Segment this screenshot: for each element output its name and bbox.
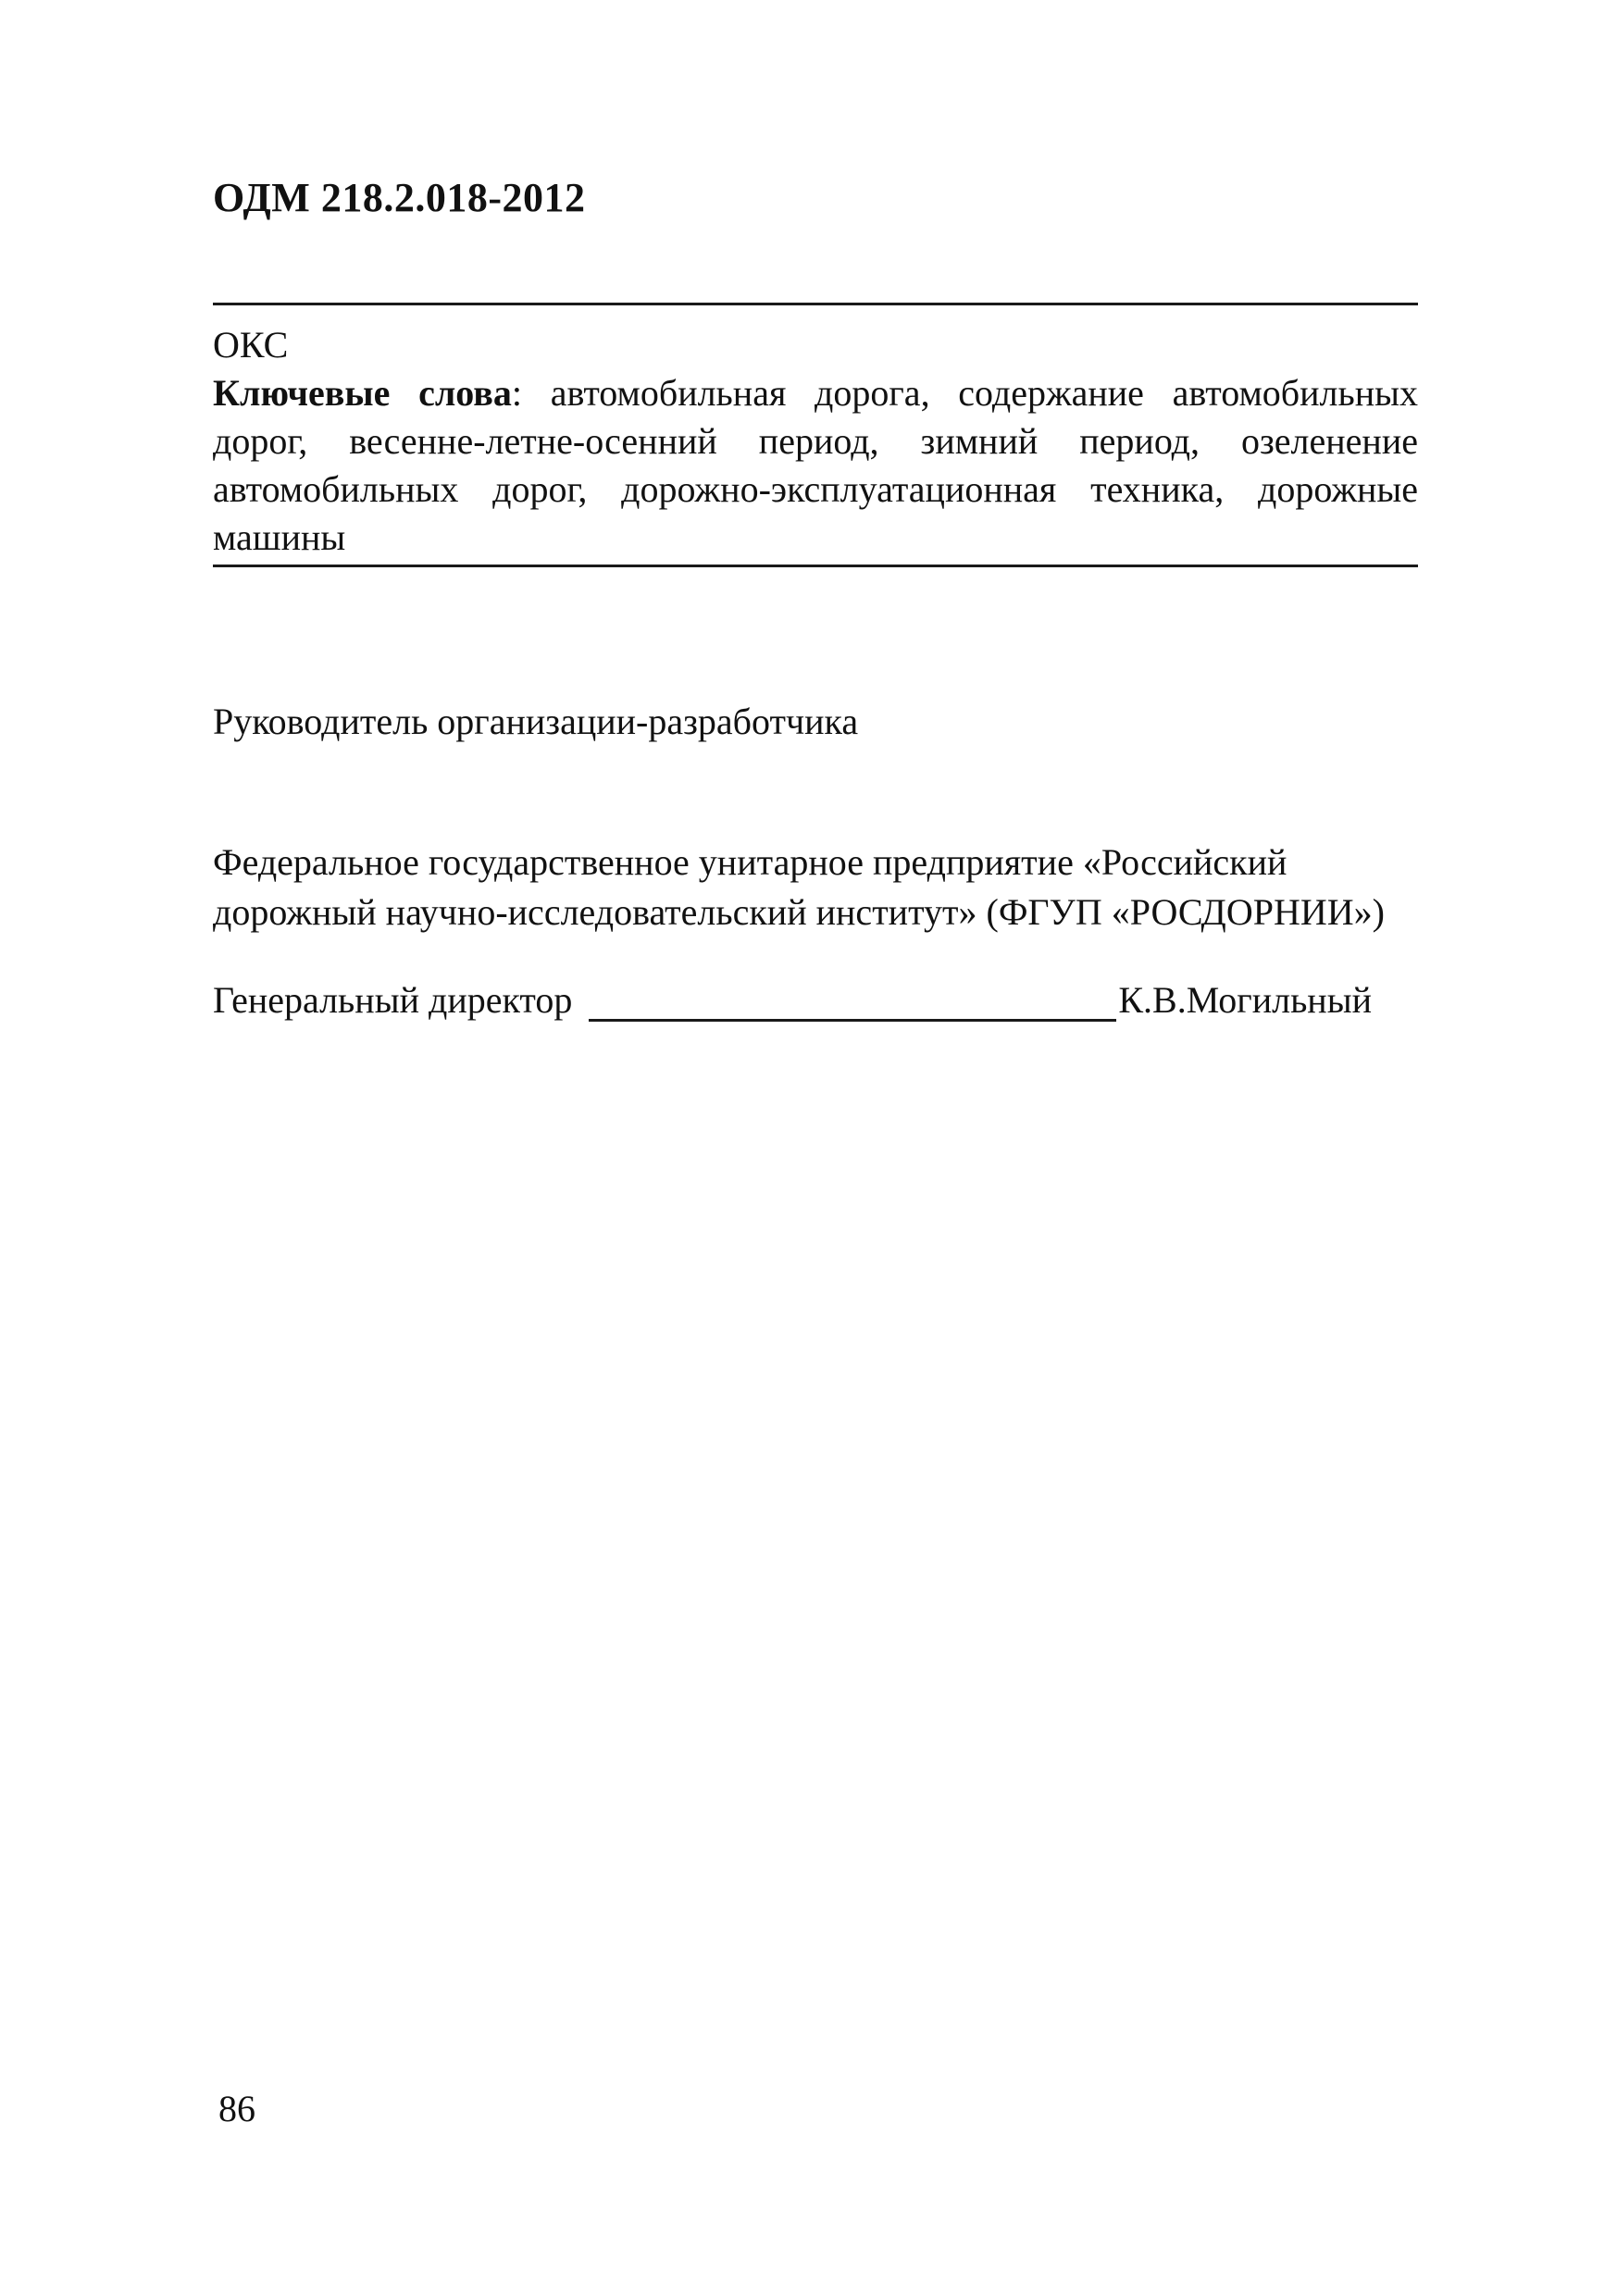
keywords-paragraph — [213, 369, 1418, 562]
top-divider — [213, 303, 1418, 305]
keywords-label: Ключевые слова — [213, 372, 512, 414]
signature-blank — [589, 984, 1116, 1022]
oks-label: ОКС — [213, 324, 289, 366]
signatory-title: Генеральный директор — [213, 979, 573, 1021]
organization-name: Федеральное государственное унитарное предприятие «Российский дорожный научно-исследовательский институт» (ФГУП «РОСДОРНИИ») — [213, 841, 1385, 933]
developer-head-label: Руководитель организации-разработчика — [213, 701, 859, 742]
signature-line — [213, 978, 1418, 1022]
bottom-divider — [213, 565, 1418, 567]
document-code: ОДМ 218.2.018-2012 — [213, 175, 586, 220]
keywords-block — [213, 321, 1418, 562]
page-number: 86 — [218, 2088, 255, 2129]
keywords-text: : автомобильная дорога, содержание автомобильных дорог, весенне-летне-осенний период, зимний период, озеленение автомобильных дорог, дорожно-эксплуатационная техника, дорожные машины — [213, 372, 1419, 558]
signatory-name: К.В.Могильный — [1118, 979, 1372, 1021]
